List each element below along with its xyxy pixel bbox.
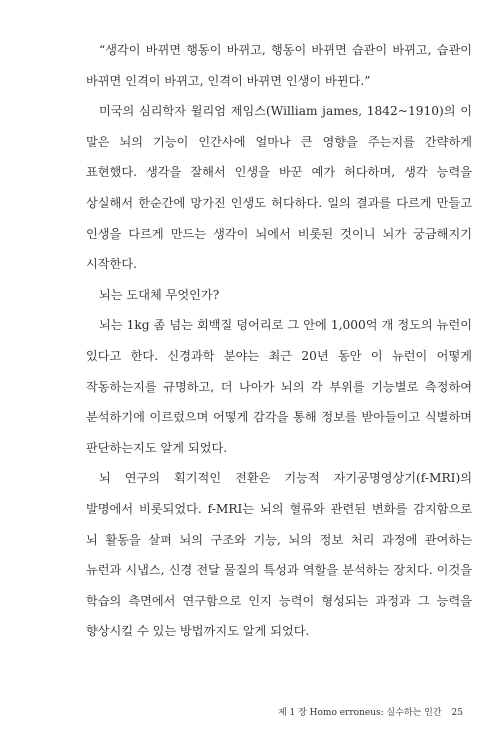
paragraph-neurons: 뇌는 1kg 좀 넘는 회백질 덩어리로 그 안에 1,000억 개 정도의 뉴런이 있다고 한다. 신경과학 분야는 최근 20년 동안 이 뉴런이 어떻게 작동하는지를 규명하고, 더 나아가 뇌의 각 부위를 기능별로 측정하여 분석하기에 이르렀으며 어떻게 감각을 통해 정보를 받아들이고 식별하며 판단하는지도 알게 되었다. <box>86 318 472 455</box>
paragraph-quote: “생각이 바뀌면 행동이 바뀌고, 행동이 바뀌면 습관이 바뀌고, 습관이 바뀌면 인격이 바뀌고, 인격이 바뀌면 인생이 바뀐다.” <box>86 43 472 88</box>
running-footer <box>278 705 463 718</box>
paragraph-fmri: 뇌 연구의 획기적인 전환은 기능적 자기공명영상기(f-MRI)의 발명에서 비롯되었다. f-MRI는 뇌의 혈류와 관련된 변화를 감지함으로 뇌 활동을 살펴 뇌의 구조와 기능, 뇌의 정보 처리 과정에 관여하는 뉴런과 시냅스, 신경 전달 물질의 특성과 역할을 분석하는 장치다. 이것을 학습의 측면에서 연구함으로 인지 능력이 형성되는 과정과 그 능력을 향상시킬 수 있는 방법까지도 알게 되었다. <box>86 471 472 639</box>
page-number: 25 <box>451 708 463 718</box>
running-title: 제 1 장 Homo erroneus: 실수하는 인간 <box>277 708 442 718</box>
paragraph-william-james: 미국의 심리학자 윌리엄 제임스(William james, 1842~1910)의 이 말은 뇌의 기능이 인간사에 얼마나 큰 영향을 주는지를 간략하게 표현했다. 생각을 잘해서 인생을 바꾼 예가 허다하며, 생각 능력을 상실해서 한순간에 망가진 인생도 허다하다. 일의 결과를 다르게 만들고 인생을 다르게 만드는 생각이 뇌에서 비롯된 것이니 뇌가 궁금해지기 시작한다. <box>86 104 472 272</box>
paragraph-question: 뇌는 도대체 무엇인가? <box>99 287 220 302</box>
page-body <box>86 35 472 647</box>
